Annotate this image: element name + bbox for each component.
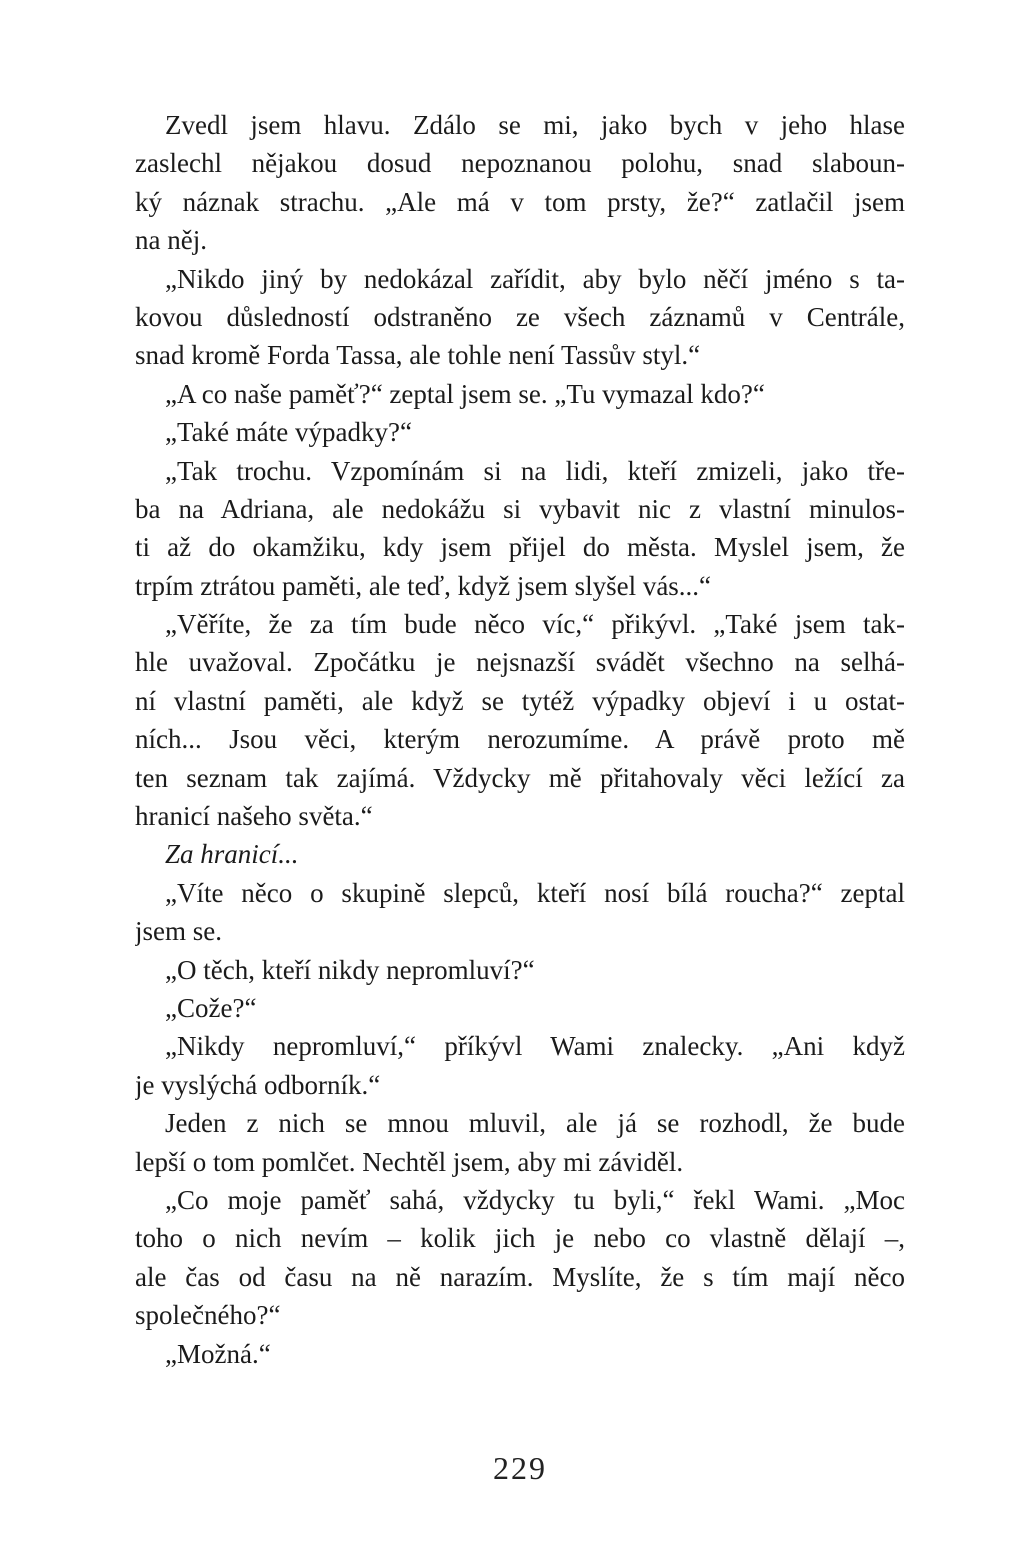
text-line: „Tak trochu. Vzpomínám si na lidi, kteří zmizeli, jako tře- bbox=[165, 455, 905, 486]
paragraph bbox=[135, 413, 905, 451]
paragraph bbox=[135, 1335, 905, 1373]
paragraph bbox=[135, 1104, 905, 1181]
paragraph bbox=[135, 835, 905, 873]
text-line: na něj. bbox=[135, 225, 207, 256]
text-line: ale čas od času na ně narazím. Myslíte, že s tím mají něco bbox=[135, 1261, 905, 1292]
paragraph bbox=[135, 605, 905, 835]
text-line: ten seznam tak zajímá. Vždycky mě přitahovaly věci ležící za bbox=[135, 762, 905, 793]
text-line: ti až do okamžiku, kdy jsem přijel do města. Myslel jsem, že bbox=[135, 532, 905, 563]
text-line: lepší o tom pomlčet. Nechtěl jsem, aby mi záviděl. bbox=[135, 1146, 684, 1177]
text-line: „A co naše paměť?“ zeptal jsem se. „Tu vymazal kdo?“ bbox=[165, 378, 765, 409]
paragraph bbox=[135, 375, 905, 413]
text-line: „Také máte výpadky?“ bbox=[165, 417, 412, 448]
text-line: „Nikdy nepromluví,“ příkývl Wami znalecky. „Ani když bbox=[165, 1031, 905, 1062]
paragraph bbox=[135, 106, 905, 260]
page-number: 229 bbox=[493, 1450, 547, 1486]
text-block bbox=[135, 106, 905, 1373]
paragraph bbox=[135, 874, 905, 951]
text-line: ký náznak strachu. „Ale má v tom prsty, že?“ zatlačil jsem bbox=[135, 186, 905, 217]
text-line: „Možná.“ bbox=[165, 1338, 271, 1369]
text-line: společného?“ bbox=[135, 1300, 281, 1331]
text-line: „Cože?“ bbox=[165, 992, 257, 1023]
text-line: „Věříte, že za tím bude něco víc,“ přikývl. „Také jsem tak- bbox=[165, 609, 905, 640]
text-line: snad kromě Forda Tassa, ale tohle není Tassův styl.“ bbox=[135, 340, 701, 371]
text-line: zaslechl nějakou dosud nepoznanou polohu, snad slaboun- bbox=[135, 148, 905, 179]
text-line: „Co moje paměť sahá, vždycky tu byli,“ řekl Wami. „Moc bbox=[165, 1184, 905, 1215]
text-line: toho o nich nevím – kolik jich je nebo co vlastně dělají –, bbox=[135, 1223, 905, 1254]
text-line: hranicí našeho světa.“ bbox=[135, 801, 373, 832]
paragraph bbox=[135, 1181, 905, 1335]
text-line: ba na Adriana, ale nedokážu si vybavit nic z vlastní minulos- bbox=[135, 493, 905, 524]
text-line: ní vlastní paměti, ale když se tytéž výpadky objeví i u ostat- bbox=[135, 685, 905, 716]
text-line: Zvedl jsem hlavu. Zdálo se mi, jako bych v jeho hlase bbox=[165, 110, 905, 140]
paragraph bbox=[135, 1027, 905, 1104]
text-line: jsem se. bbox=[135, 916, 222, 947]
text-line: Za hranicí... bbox=[165, 839, 299, 870]
text-line: „O těch, kteří nikdy nepromluví?“ bbox=[165, 954, 535, 985]
text-line: „Nikdo jiný by nedokázal zařídit, aby bylo něčí jméno s ta- bbox=[165, 263, 905, 294]
text-line: „Víte něco o skupině slepců, kteří nosí bílá roucha?“ zeptal bbox=[165, 877, 905, 908]
text-line: Jeden z nich se mnou mluvil, ale já se rozhodl, že bude bbox=[165, 1108, 905, 1139]
paragraph bbox=[135, 951, 905, 989]
paragraph bbox=[135, 452, 905, 606]
paragraph bbox=[135, 260, 905, 375]
text-line: kovou důsledností odstraněno ze všech záznamů v Centrále, bbox=[135, 301, 905, 332]
text-line: hle uvažoval. Zpočátku je nejsnazší svádět všechno na selhá- bbox=[135, 647, 905, 678]
text-line: ních... Jsou věci, kterým nerozumíme. A právě proto mě bbox=[135, 724, 905, 755]
text-line: trpím ztrátou paměti, ale teď, když jsem slyšel vás...“ bbox=[135, 570, 712, 601]
text-line: je vyslýchá odborník.“ bbox=[135, 1069, 381, 1100]
paragraph bbox=[135, 989, 905, 1027]
